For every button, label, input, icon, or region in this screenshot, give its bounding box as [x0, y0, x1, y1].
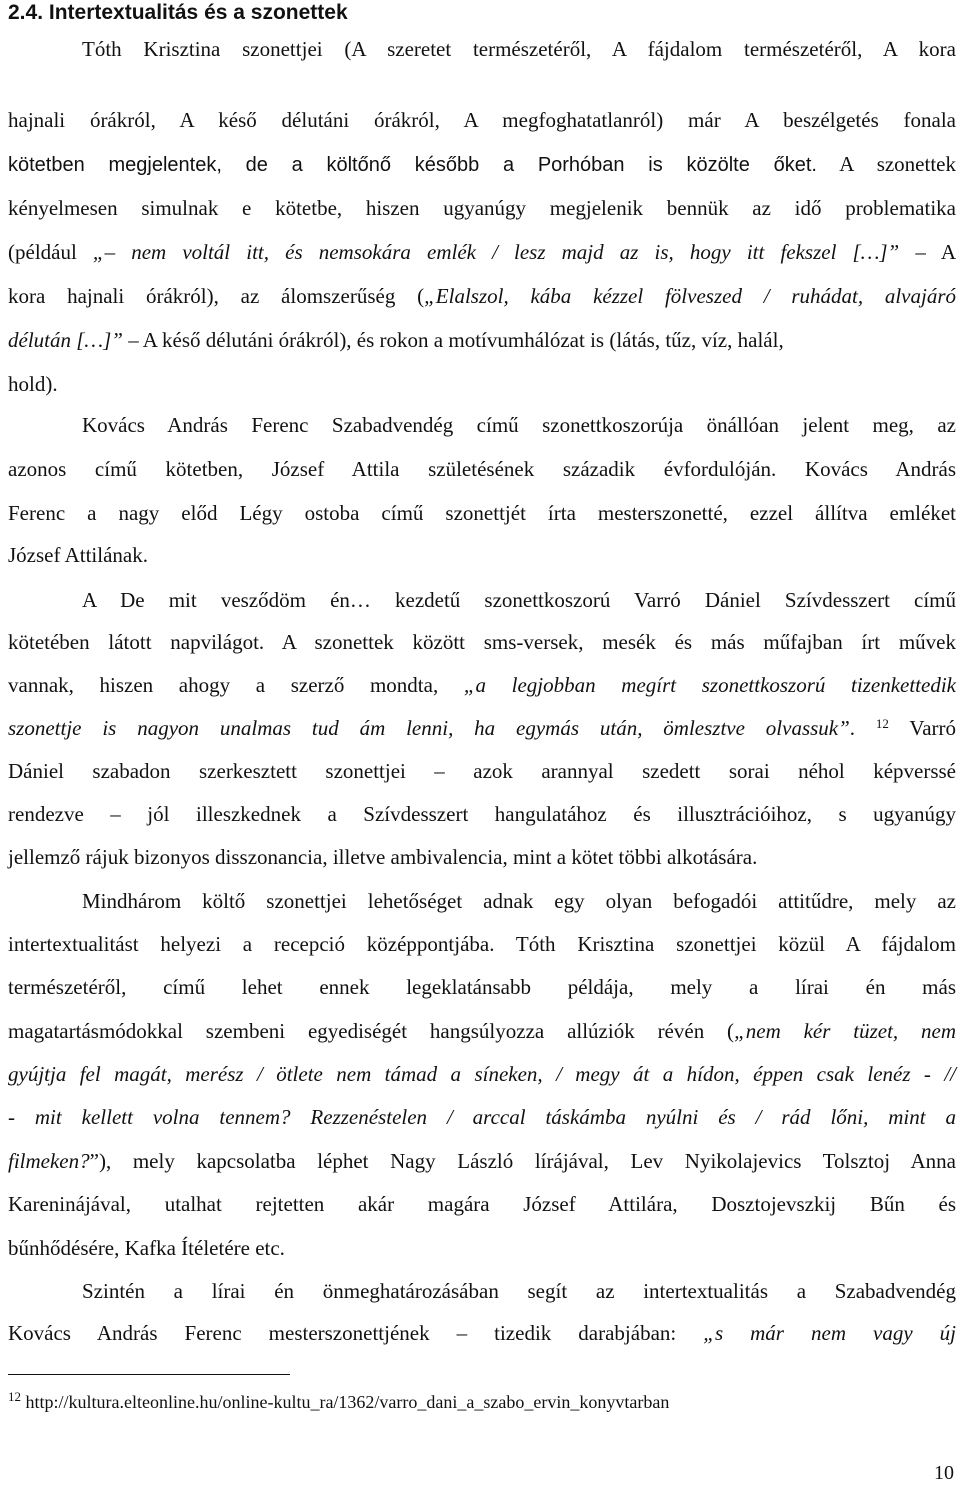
text-line: intertextualitást helyezi a recepció középpontjába. Tóth Krisztina szonettjei közül A fájdalom [8, 932, 956, 956]
footnote-number: 12 [8, 1389, 21, 1404]
text-line: Mindhárom költő szonettjei lehetőséget adnak egy olyan befogadói attitűdre, mely az [82, 889, 956, 913]
text-line: - mit kellett volna tennem? Rezzenéstelen / arccal táskámba nyúlni és / rád lőni, mint a [8, 1105, 956, 1129]
text-line: A De mit vesződöm én… kezdetű szonettkoszorú Varró Dániel Szívdesszert című [82, 588, 956, 612]
text-line: Kovács András Ferenc mesterszonettjének – tizedik darabjában: „s már nem vagy új [8, 1321, 956, 1345]
text-line: jellemző rájuk bizonyos disszonancia, illetve ambivalencia, mint a kötet többi alkotására. [8, 845, 758, 869]
text-line: kötetben megjelentek, de a költőnő később a Porhóban is közölte őket. A szonettek [8, 152, 956, 176]
text-line: Kareninájával, utalhat rejtetten akár magára József Attilára, Dosztojevszkij Bűn és [8, 1192, 956, 1216]
text-line: hold). [8, 372, 58, 396]
text-line: szonettje is nagyon unalmas tud ám lenni, ha egymás után, ömlesztve olvassuk”. $^{12}$ Varró [8, 716, 957, 740]
text-line: azonos című kötetben, József Attila születésének századik évfordulóján. Kovács András [8, 457, 956, 481]
text-line: József Attilának. [8, 543, 148, 567]
text-line: gyújtja fel magát, merész / ötlete nem támad a síneken, / megy át a hídon, éppen csak lenéz - // [8, 1062, 956, 1086]
text-line: kényelmesen simulnak e kötetbe, hiszen ugyanúgy megjelenik bennük az idő problematika [8, 196, 956, 220]
text-line: Szintén a lírai én önmeghatározásában segít az intertextualitás a Szabadvendég [82, 1279, 956, 1303]
text-line: Ferenc a nagy előd Légy ostoba című szonettjét írta mesterszonetté, ezzel állítva emléket [8, 501, 956, 525]
text-line: Dániel szabadon szerkesztett szonettjei – azok arannyal szedett sorai néhol képverssé [8, 759, 956, 783]
text-line: rendezve – jól illeszkednek a Szívdesszert hangulatához és illusztrációihoz, s ugyanúgy [8, 802, 956, 826]
footnote [8, 1390, 669, 1414]
text-line: vannak, hiszen ahogy a szerző mondta, „a legjobban megírt szonettkoszorú tizenkettedik [8, 673, 956, 697]
text-line: (például „– nem voltál itt, és nemsokára emlék / lesz majd az is, hogy itt fekszel […]” – A [8, 240, 956, 264]
footnote-url[interactable]: http://kultura.elteonline.hu/online-kultu_ra/1362/varro_dani_a_szabo_ervin_konyvtarban [25, 1392, 670, 1412]
section-heading: 2.4. Intertextualitás és a szonettek [8, 1, 348, 24]
text-line: kora hajnali órákról), az álomszerűség („Elalszol, kába kézzel fölveszed / ruhádat, alvajáró [8, 284, 956, 308]
text-line: bűnhődésére, Kafka Ítéletére etc. [8, 1236, 285, 1260]
text-line: kötetében látott napvilágot. A szonettek között sms-versek, mesék és más műfajban írt művek [8, 630, 956, 654]
footnote-ref: 12 [875, 716, 889, 731]
text-line: délután […]” – A késő délutáni órákról), és rokon a motívumhálózat is (látás, tűz, víz, halál, [8, 328, 784, 352]
text-line: természetéről, című lehet ennek legeklatánsabb példája, mely a lírai én más [8, 975, 956, 999]
text-line: filmeken?”), mely kapcsolatba léphet Nagy László lírájával, Lev Nyikolajevics Tolsztoj Anna [8, 1149, 956, 1173]
text-line: magatartásmódokkal szembeni egyediségét hangsúlyozza allúziók révén („nem kér tüzet, nem [8, 1019, 956, 1043]
text-line: hajnali órákról, A késő délutáni órákról, A megfoghatatlanról) már A beszélgetés fonala [8, 108, 956, 132]
page-number: 10 [934, 1462, 954, 1484]
text-line: Tóth Krisztina szonettjei (A szeretet természetéről, A fájdalom természetéről, A kora [82, 37, 956, 61]
text-line: Kovács András Ferenc Szabadvendég című szonettkoszorúja önállóan jelent meg, az [82, 413, 956, 437]
footnote-divider [8, 1374, 290, 1375]
